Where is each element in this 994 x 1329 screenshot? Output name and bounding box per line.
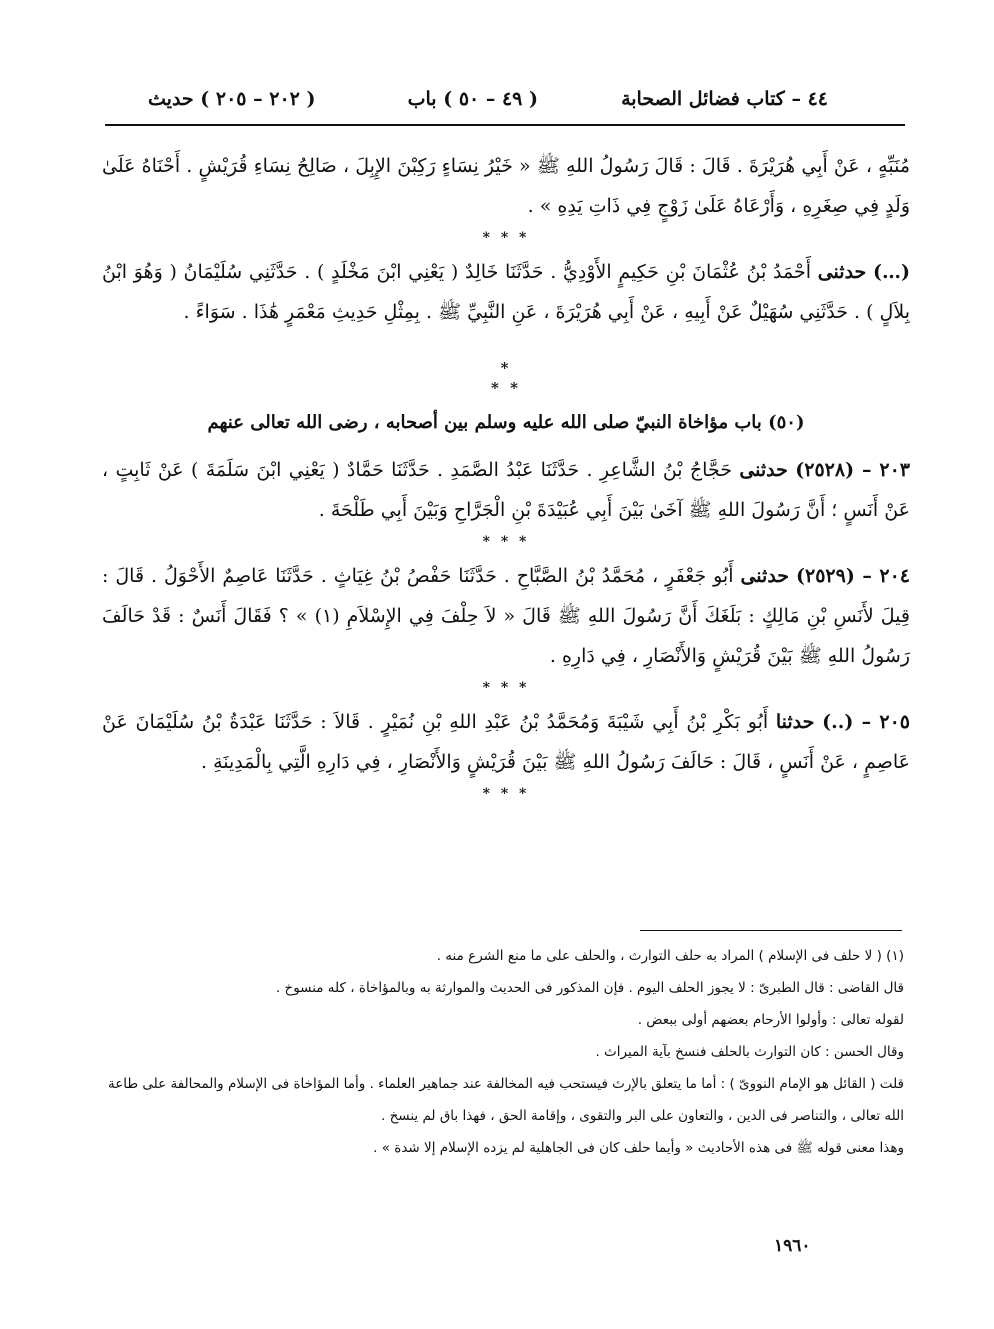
footnote-line: قلت ( القائل هو الإمام النووىّ ) : أما ما يتعلق بالإرث فيستحب فيه المخالفة عند جماهير العلماء . وأما المؤاخاة فى الإسلام والمحالفة على طاعة الله تعالى ، والتناصر فى الدين ، والتعاون على البر والتقوى ، وإقامة الحق ، فهذا باق لم ينسخ . <box>107 1076 904 1124</box>
hadith-entry <box>102 556 910 676</box>
hadith-number: (…) <box>873 261 910 283</box>
hadith-text: أَحْمَدُ بْنُ عُثْمَانَ بْنِ حَكِيمٍ الأَوْدِيُّ . حَدَّثَنَا خَالِدٌ ( يَعْنِي ابْنَ مَخْلَدٍ ) . حَدَّثَنِي سُلَيْمَانُ ( وَهُوَ ابْنُ بِلاَلٍ ) . حَدَّثَنِي سُهَيْلٌ عَنْ أَبِيهِ ، عَنْ أَبِي هُرَيْرَةَ ، عَنِ النَّبِيِّ ﷺ . بِمِثْلِ حَدِيثِ مَعْمَرٍ هَٰذَا . سَوَاءً . <box>102 261 910 323</box>
hadith-entry <box>102 702 910 782</box>
section-separator: * * * <box>491 359 521 397</box>
footnotes <box>108 940 904 1164</box>
chapter-title: (٥٠) باب مؤاخاة النبيّ صلى الله عليه وسلم بين أصحابه ، رضى الله تعالى عنهم <box>207 412 805 433</box>
stars-divider: * * * <box>482 230 530 246</box>
footnote-line: (١) ( لا حلف فى الإسلام ) المراد به حلف التوارث ، والحلف على ما منع الشرع منه . <box>436 948 904 964</box>
hadith-entry <box>102 252 910 332</box>
hadith-number: ٢٠٤ – (٢٥٢٩) <box>796 565 910 587</box>
footnote-line: وهذا معنى قوله ﷺ فى هذه الأحاديث « وأيما حلف كان فى الجاهلية لم يزده الإسلام إلا شدة » . <box>373 1140 904 1156</box>
stars-divider: * * * <box>482 786 530 802</box>
footnote-line: وقال الحسن : كان التوارث بالحلف فنسخ بآية الميراث . <box>595 1044 904 1060</box>
hadith-number: ٢٠٥ – (..) <box>822 711 911 733</box>
hadith-opening: حدثنا <box>775 711 815 733</box>
footnote-line: لقوله تعالى : وأولوا الأرحام بعضهم أولى ببعض . <box>637 1012 904 1028</box>
header-rule <box>105 124 905 126</box>
continuation-paragraph: مُنَبِّهٍ ، عَنْ أَبِي هُرَيْرَةَ . قَالَ : قَالَ رَسُولُ اللهِ ﷺ « خَيْرُ نِسَاءٍ رَكِبْنَ الإِبِلَ ، صَالِحُ نِسَاءِ قُرَيْشٍ . أَحْنَاهُ عَلَىٰ وَلَدٍ فِي صِغَرِهِ ، وَأَرْعَاهُ عَلَىٰ زَوْجٍ فِي ذَاتِ يَدِهِ » . <box>102 155 910 217</box>
header-book-title: ٤٤ – كتاب فضائل الصحابة <box>621 88 828 110</box>
hadith-opening: حدثنى <box>817 261 867 283</box>
running-header <box>148 82 828 122</box>
stars-divider: * * * <box>482 534 530 550</box>
main-text <box>102 146 910 808</box>
hadith-entry <box>102 450 910 530</box>
stars-divider: * * * <box>482 680 530 696</box>
page-number: ١٩٦٠ <box>774 1236 811 1256</box>
hadith-opening: حدثنى <box>739 459 788 481</box>
footnote-rule <box>640 930 902 931</box>
header-chapter-range: ( ٤٩ – ٥٠ ) باب <box>407 88 538 110</box>
hadith-opening: حدثنى <box>740 565 790 587</box>
hadith-number: ٢٠٣ – (٢٥٢٨) <box>795 459 910 481</box>
hadith-text: أَبُو جَعْفَرٍ ، مُحَمَّدُ بْنُ الصَّبَّاحِ . حَدَّثَنَا حَفْصُ بْنُ غِيَاثٍ . حَدَّثَنَا عَاصِمٌ الأَحْوَلُ . قَالَ : قِيلَ لأَنَسِ بْنِ مَالِكٍ : بَلَغَكَ أَنَّ رَسُولَ اللهِ ﷺ قَالَ « لاَ حِلْفَ فِي الإِسْلاَمِ (١) » ؟ فَقَالَ أَنَسٌ : قَدْ حَالَفَ رَسُولُ اللهِ ﷺ بَيْنَ قُرَيْشٍ وَالأَنْصَارِ ، فِي دَارِهِ . <box>102 565 910 667</box>
hadith-text: أَبُو بَكْرِ بْنُ أَبِي شَيْبَةَ وَمُحَمَّدُ بْنُ عَبْدِ اللهِ بْنِ نُمَيْرٍ . قَالاَ : حَدَّثَنَا عَبْدَةُ بْنُ سُلَيْمَانَ عَنْ عَاصِمٍ ، عَنْ أَنَسٍ ، قَالَ : حَالَفَ رَسُولُ اللهِ ﷺ بَيْنَ قُرَيْشٍ وَالأَنْصَارِ ، فِي دَارِهِ الَّتِي بِالْمَدِينَةِ . <box>102 711 910 773</box>
footnote-line: قال القاضى : قال الطبرىّ : لا يجوز الحلف اليوم . فإن المذكور فى الحديث والموارثة به وبالمؤاخاة ، كله منسوخ . <box>275 980 904 996</box>
hadith-text: حَجَّاجُ بْنُ الشَّاعِرِ . حَدَّثَنَا عَبْدُ الصَّمَدِ . حَدَّثَنَا حَمَّادٌ ( يَعْنِي ابْنَ سَلَمَةَ ) عَنْ ثَابِتٍ ، عَنْ أَنَسٍ ؛ أَنَّ رَسُولَ اللهِ ﷺ آخَىٰ بَيْنَ أَبِي عُبَيْدَةَ بْنِ الْجَرَّاحِ وَبَيْنَ أَبِي طَلْحَةَ . <box>102 459 910 521</box>
header-hadith-range: ( ٢٠٢ – ٢٠٥ ) حديث <box>148 88 316 110</box>
